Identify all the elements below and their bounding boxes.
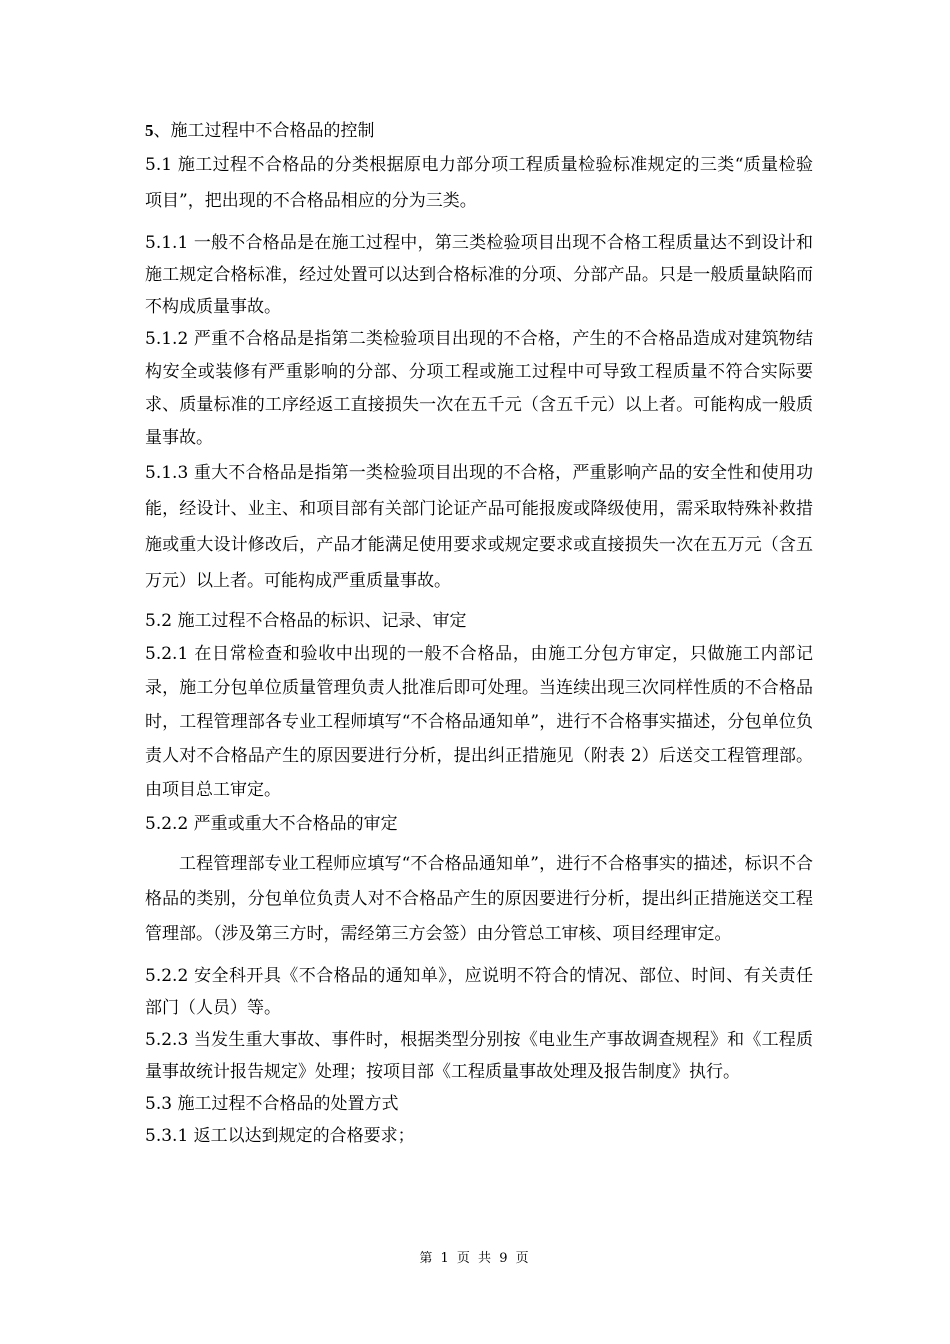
- paragraph-5-2-2-safety: 5.2.2 安全科开具《不合格品的通知单》，应说明不符合的情况、部位、时间、有关责任部门（人员）等。: [145, 965, 813, 1018]
- paragraph-5-3: 5.3 施工过程不合格品的处置方式: [145, 1093, 399, 1114]
- paragraph-5-1-3: 5.1.3 重大不合格品是指第一类检验项目出现的不合格，严重影响产品的安全性和使用功能，经设计、业主、和项目部有关部门论证产品可能报废或降级使用，需采取特殊补救措施或重大设计修改后，产品才能满足使用要求或规定要求或直接损失一次在五万元（含五万元）以上者。可能构成严重质量事故。: [145, 463, 813, 591]
- paragraph-5-1: 5.1 施工过程不合格品的分类根据原电力部分项工程质量检验标准规定的三类“质量检验项目”，把出现的不合格品相应的分为三类。: [145, 155, 813, 211]
- paragraph-5-3-1: 5.3.1 返工以达到规定的合格要求；: [145, 1125, 415, 1146]
- paragraph-5-2-2-heading: 5.2.2 严重或重大不合格品的审定: [145, 813, 398, 834]
- paragraph-5-2: 5.2 施工过程不合格品的标识、记录、审定: [145, 611, 467, 631]
- paragraph-5-2-3: 5.2.3 当发生重大事故、事件时，根据类型分别按《电业生产事故调查规程》和《工程质量事故统计报告规定》处理；按项目部《工程质量事故处理及报告制度》执行。: [145, 1029, 813, 1082]
- paragraph-5-1-1: 5.1.1 一般不合格品是在施工过程中，第三类检验项目出现不合格工程质量达不到设计和施工规定合格标准，经过处置可以达到合格标准的分项、分部产品。只是一般质量缺陷而不构成质量事故。: [145, 233, 813, 317]
- section-heading: [145, 115, 813, 147]
- document-body: [145, 115, 813, 1152]
- paragraph-5-2-2-body: 工程管理部专业工程师应填写“不合格品通知单”，进行不合格事实的描述，标识不合格品的类别，分包单位负责人对不合格品产生的原因要进行分析，提出纠正措施送交工程管理部。（涉及第三方时，需经第三方会签）由分管总工审核、项目经理审定。: [145, 853, 813, 944]
- page-footer: 第 1 页 共 9 页: [419, 1251, 531, 1266]
- section-heading-number: 5: [145, 121, 154, 140]
- paragraph-5-2-1: 5.2.1 在日常检查和验收中出现的一般不合格品，由施工分包方审定，只做施工内部记录，施工分包单位质量管理负责人批准后即可处理。当连续出现三次同样性质的不合格品时，工程管理部各专业工程师填写“不合格品通知单”，进行不合格事实描述，分包单位负责人对不合格品产生的原因要进行分析，提出纠正措施见（附表 2）后送交工程管理部。由项目总工审定。: [145, 643, 813, 800]
- section-heading-text: 、施工过程中不合格品的控制: [153, 121, 375, 141]
- paragraph-5-1-2: 5.1.2 严重不合格品是指第二类检验项目出现的不合格，产生的不合格品造成对建筑物结构安全或装修有严重影响的分部、分项工程或施工过程中可导致工程质量不符合实际要求、质量标准的工序经返工直接损失一次在五千元（含五千元）以上者。可能构成一般质量事故。: [145, 329, 813, 448]
